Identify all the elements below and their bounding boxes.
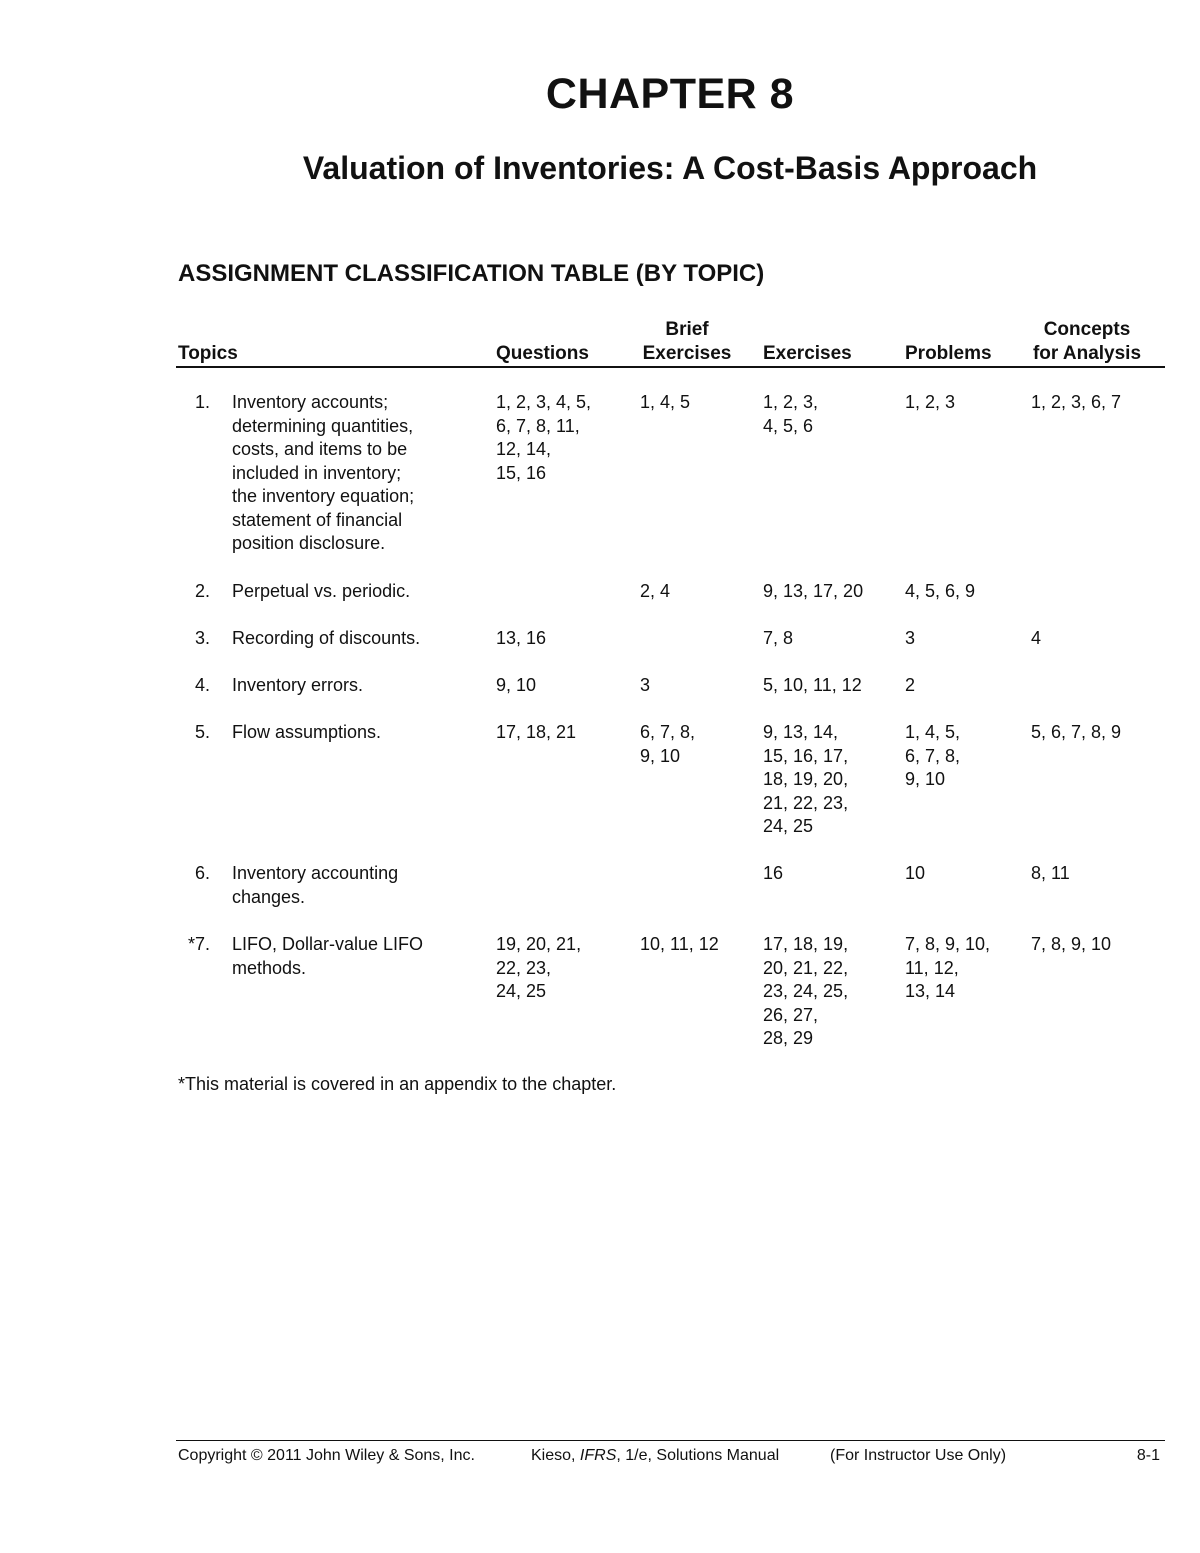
footer-book-citation (531, 1446, 779, 1466)
header-questions: Questions (496, 343, 589, 364)
row-number: *7. (187, 934, 210, 954)
header-concepts-for-analysis: Concepts for Analysis (1032, 319, 1142, 364)
row-number: 3. (194, 628, 210, 648)
row-number: 2. (194, 581, 210, 601)
row-exercises: 16 (763, 863, 784, 883)
header-exercises: Exercises (763, 343, 852, 364)
row-problems: 4, 5, 6, 9 (905, 581, 976, 601)
row-problems: 3 (905, 628, 916, 648)
row-exercises: 9, 13, 17, 20 (763, 581, 864, 601)
row-number: 5. (194, 722, 210, 742)
row-problems: 10 (905, 863, 926, 883)
row-number: 1. (194, 392, 210, 412)
page-number: 8-1 (1136, 1447, 1160, 1464)
footer-book-title: IFRS (579, 1447, 617, 1464)
row-concepts: 8, 11 (1031, 863, 1070, 883)
footer-author: Kieso, (531, 1447, 576, 1464)
row-brief-exercises: 3 (640, 675, 651, 695)
row-topic: Recording of discounts. (232, 628, 421, 648)
header-divider (176, 366, 1165, 368)
header-topics: Topics (178, 343, 238, 364)
row-concepts: 4 (1031, 628, 1042, 648)
header-brief-exercises: Brief Exercises (642, 319, 732, 364)
row-concepts: 1, 2, 3, 6, 7 (1031, 392, 1122, 412)
footer-divider (176, 1440, 1165, 1441)
row-topic: Perpetual vs. periodic. (232, 581, 411, 601)
row-topic: Inventory accounting changes. (232, 863, 399, 907)
row-problems: 2 (905, 675, 916, 695)
row-problems: 1, 2, 3 (905, 392, 956, 412)
row-problems: 1, 4, 5, 6, 7, 8, 9, 10 (905, 722, 961, 789)
row-topic: Inventory errors. (232, 675, 364, 695)
row-brief-exercises: 1, 4, 5 (640, 392, 691, 412)
row-brief-exercises: 2, 4 (640, 581, 671, 601)
row-exercises: 5, 10, 11, 12 (763, 675, 862, 695)
row-concepts: 5, 6, 7, 8, 9 (1031, 722, 1122, 742)
row-exercises: 9, 13, 14, 15, 16, 17, 18, 19, 20, 21, 22, 23, 24, 25 (763, 722, 849, 836)
row-exercises: 1, 2, 3, 4, 5, 6 (763, 392, 819, 436)
row-number: 6. (194, 863, 210, 883)
row-questions: 1, 2, 3, 4, 5, 6, 7, 8, 11, 12, 14, 15, 16 (496, 392, 592, 483)
row-questions: 19, 20, 21, 22, 23, 24, 25 (496, 934, 582, 1001)
row-questions: 17, 18, 21 (496, 722, 577, 742)
appendix-footnote: *This material is covered in an appendix to the chapter. (178, 1074, 617, 1094)
row-topic: LIFO, Dollar-value LIFO methods. (232, 934, 424, 978)
row-topic: Inventory accounts; determining quantities, costs, and items to be included in inventory; the inventory equation; statement of financial position disclosure. (232, 392, 415, 553)
row-questions: 13, 16 (496, 628, 547, 648)
row-concepts: 7, 8, 9, 10 (1031, 934, 1112, 954)
table-header-row (0, 318, 1200, 366)
row-number: 4. (194, 675, 210, 695)
chapter-title: CHAPTER 8 (545, 70, 795, 118)
chapter-subtitle: Valuation of Inventories: A Cost-Basis Approach (302, 150, 1038, 186)
row-problems: 7, 8, 9, 10, 11, 12, 13, 14 (905, 934, 991, 1001)
section-heading: ASSIGNMENT CLASSIFICATION TABLE (BY TOPIC) (178, 260, 765, 287)
row-brief-exercises: 6, 7, 8, 9, 10 (640, 722, 696, 766)
row-brief-exercises: 10, 11, 12 (640, 934, 719, 954)
footer-copyright: Copyright © 2011 John Wiley & Sons, Inc. (178, 1447, 475, 1464)
row-topic: Flow assumptions. (232, 722, 382, 742)
footer-instructor-note: (For Instructor Use Only) (830, 1447, 1007, 1464)
row-questions: 9, 10 (496, 675, 537, 695)
row-exercises: 7, 8 (763, 628, 794, 648)
footer-edition: , 1/e, Solutions Manual (616, 1447, 780, 1464)
row-exercises: 17, 18, 19, 20, 21, 22, 23, 24, 25, 26, 27, 28, 29 (763, 934, 849, 1048)
header-problems: Problems (905, 343, 992, 364)
